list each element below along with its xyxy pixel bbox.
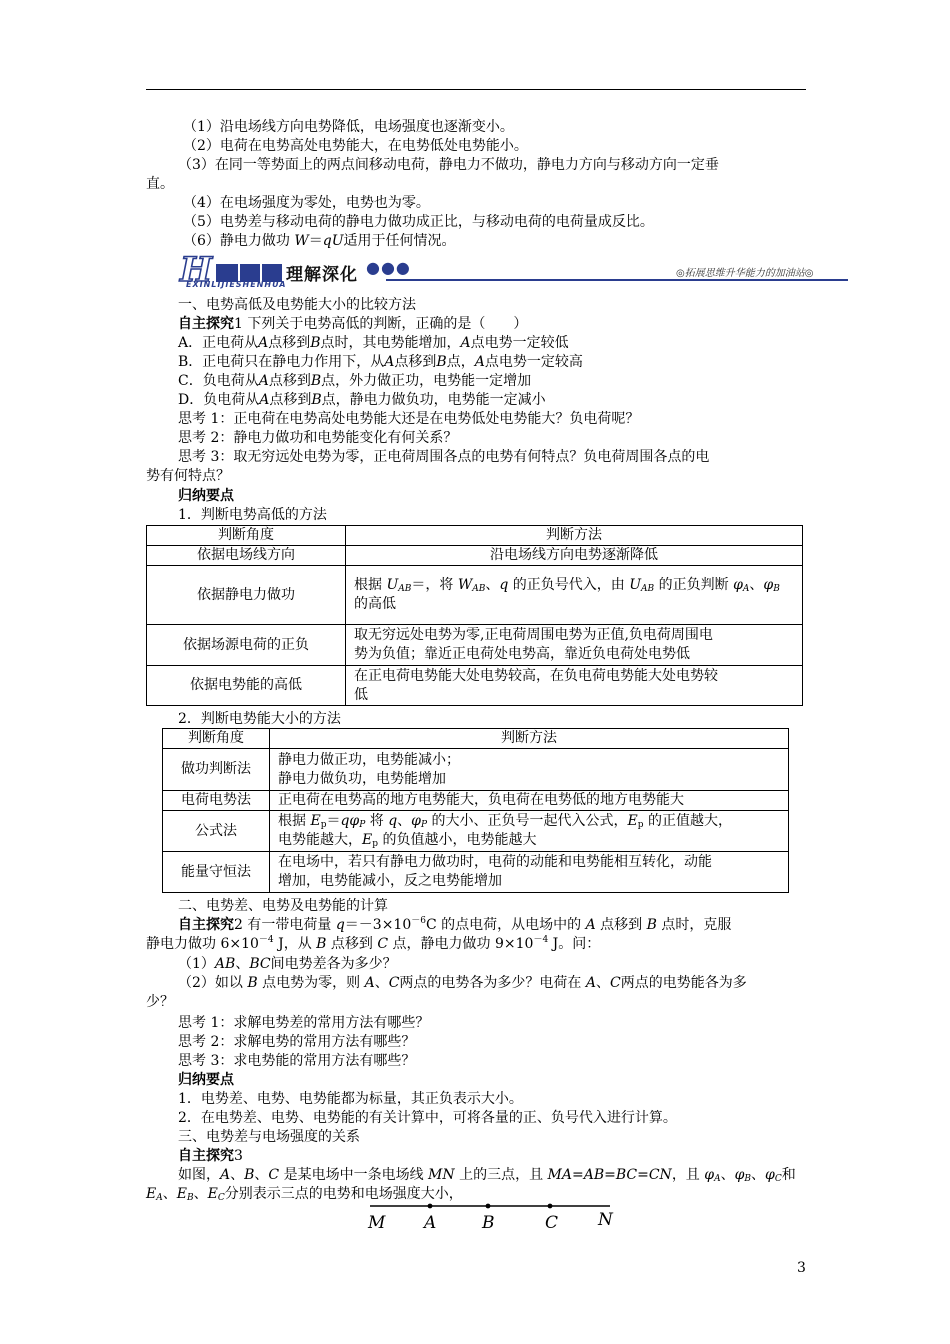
banner-dots: ●●● xyxy=(366,258,411,277)
question-2-part-2: （2）如以 B 点电势为零，则 A、C两点的电势各为多少？电荷在 A、C两点的电势能各为多 xyxy=(178,975,747,991)
think-2-2: 思考 2：求解电势的常用方法有哪些？ xyxy=(178,1034,416,1050)
table1-cell: 在正电荷电势能大处电势较高，在负电荷电势能大处电势较 低 xyxy=(346,666,803,706)
table2-cell: 公式法 xyxy=(163,811,270,852)
banner-letter: H xyxy=(180,251,213,285)
table2-cell: 静电力做正功，电势能减小； 静电力做负功，电势能增加 xyxy=(270,749,789,791)
option-a: A．正电荷从A点移到B点时，其电势能增加，A点电势一定较低 xyxy=(178,335,569,351)
list-item-6: （6）静电力做功 W＝qU适用于任何情况。 xyxy=(183,233,456,249)
table-row xyxy=(163,791,789,811)
table2-cell: 在电场中，若只有静电力做功时，电荷的动能和电势能相互转化，动能 增加，电势能减小，反之电势能增加 xyxy=(270,852,789,893)
table-row xyxy=(147,526,803,546)
question-2-line-2: 静电力做功 $6\times 10^{-4}$ J，从 B 点移到 C 点，静电力做功 $9\times 10^{-4}$ J。问： xyxy=(146,935,601,952)
label-c: C xyxy=(545,1213,559,1233)
label-m: M xyxy=(368,1213,386,1233)
question-2-part-1: （1）AB、BC间电势差各为多少？ xyxy=(178,956,397,972)
key-points-2-item-2: 2．在电势差、电势、电势能的有关计算中，可将各量的正、负号代入进行计算。 xyxy=(178,1110,677,1126)
section-3-title: 三、电势差与电场强度的关系 xyxy=(178,1129,360,1145)
think-2-3: 思考 3：求电势能的常用方法有哪些？ xyxy=(178,1053,416,1069)
list-item-3: （3）在同一等势面上的两点间移动电荷，静电力不做功，静电力方向与移动方向一定垂 xyxy=(178,157,719,173)
think-1-1: 思考 1：正电荷在电势高处电势能大还是在电势低处电势能大？负电荷呢？ xyxy=(178,411,640,427)
table1-head-1: 判断角度 xyxy=(147,526,346,546)
table2-cell: 根据 $E_p=q\varphi_P$ 将 q、$\varphi_P$ 的大小、正负号一起代入公式，$E_p$ 的正值越大， 电势能越大，$E_p$ 的负值越小，电势能越大 xyxy=(270,811,789,852)
field-line-figure xyxy=(360,1195,630,1233)
table-row xyxy=(147,666,803,706)
table1-cell: 依据静电力做功 xyxy=(147,566,346,625)
table2-cell: 能量守恒法 xyxy=(163,852,270,893)
table-row xyxy=(163,852,789,893)
list-item-3-cont: 直。 xyxy=(146,176,174,192)
table2-cell: 正电荷在电势高的地方电势能大，负电荷在电势低的地方电势能大 xyxy=(270,791,789,811)
question-3-line-1: 如图，A、B、C 是某电场中一条电场线 MN 上的三点，且 MA=AB=BC=CN，且 $\varphi_A$、$\varphi_B$、$\varphi_C$和 xyxy=(178,1167,796,1184)
option-c: C．负电荷从A点移到B点，外力做正功，电势能一定增加 xyxy=(178,373,532,389)
table1-cell: 根据 $U_{AB}=$，将 $W_{AB}$、q 的正负号代入，由 $U_{AB}$ 的正负判断 $\varphi_A$、$\varphi_B$ 的高低 xyxy=(346,566,803,625)
table2-cell: 电荷电势法 xyxy=(163,791,270,811)
think-1-3: 思考 3：取无穷远处电势为零，正电荷周围各点的电势有何特点？负电荷周围各点的电 xyxy=(178,449,710,465)
table2-head-1: 判断角度 xyxy=(163,729,270,749)
key-points-2-item-1: 1．电势差、电势、电势能都为标量，其正负表示大小。 xyxy=(178,1091,523,1107)
banner-title: 理解深化 xyxy=(286,265,358,285)
label-n: N xyxy=(598,1210,613,1230)
table-energy xyxy=(162,728,789,893)
key-points-1: 归纳要点 xyxy=(178,488,234,504)
question-3-line-2: $E_A$、$E_B$、$E_C$分别表示三点的电势和电场强度大小， xyxy=(146,1186,463,1203)
table1-cell: 依据电场线方向 xyxy=(147,546,346,566)
table1-cell: 依据场源电荷的正负 xyxy=(147,625,346,666)
question-2-line-1: 自主探究2 有一带电荷量 $q=-3\times 10^{-6}C$ 的点电荷，从电场中的 A 点移到 B 点时，克服 xyxy=(178,916,732,933)
table1-cell: 依据电势能的高低 xyxy=(147,666,346,706)
section-1-title: 一、电势高低及电势能大小的比较方法 xyxy=(178,297,416,313)
think-1-2: 思考 2：静电力做功和电势能变化有何关系？ xyxy=(178,430,458,446)
table-row xyxy=(163,749,789,791)
key-points-1-item-2: 2．判断电势能大小的方法 xyxy=(178,711,341,727)
label-a: A xyxy=(424,1213,437,1233)
table-row xyxy=(147,625,803,666)
question-3: 自主探究3 xyxy=(178,1148,243,1164)
table-potential xyxy=(146,525,803,706)
table2-cell: 做功判断法 xyxy=(163,749,270,791)
banner-subtitle: EXINLIJIESHENHUA xyxy=(186,280,287,289)
section-banner xyxy=(176,251,848,291)
table-row xyxy=(147,546,803,566)
question-2-part-2-cont: 少？ xyxy=(146,994,174,1010)
list-item-5: （5）电势差与移动电荷的静电力做功成正比，与移动电荷的电荷量成反比。 xyxy=(183,214,654,230)
option-d: D．负电荷从A点移到B点，静电力做负功，电势能一定减小 xyxy=(178,392,546,408)
table1-cell: 沿电场线方向电势逐渐降低 xyxy=(346,546,803,566)
list-item-4: （4）在电场强度为零处，电势也为零。 xyxy=(183,195,430,211)
page-number: 3 xyxy=(797,1260,806,1276)
header-rule xyxy=(146,89,806,90)
label-b: B xyxy=(482,1213,495,1233)
table-row xyxy=(163,811,789,852)
point-a-dot xyxy=(428,1204,433,1209)
question-1: 自主探究1 下列关于电势高低的判断，正确的是（ ） xyxy=(178,316,528,332)
banner-rule xyxy=(386,279,848,281)
key-points-2: 归纳要点 xyxy=(178,1072,234,1088)
table1-head-2: 判断方法 xyxy=(346,526,803,546)
table2-head-2: 判断方法 xyxy=(270,729,789,749)
point-c-dot xyxy=(548,1204,553,1209)
section-2-title: 二、电势差、电势及电势能的计算 xyxy=(178,898,388,914)
key-points-1-item: 1．判断电势高低的方法 xyxy=(178,507,327,523)
table1-cell: 取无穷远处电势为零,正电荷周围电势为正值,负电荷周围电 势为负值；靠近正电荷处电势高，靠近负电荷处电势低 xyxy=(346,625,803,666)
list-item-2: （2）电荷在电势高处电势能大，在电势低处电势能小。 xyxy=(183,138,528,154)
think-2-1: 思考 1：求解电势差的常用方法有哪些？ xyxy=(178,1015,430,1031)
table-row xyxy=(147,566,803,625)
option-b: B．正电荷只在静电力作用下，从A点移到B点，A点电势一定较高 xyxy=(178,354,583,370)
think-1-3-cont: 势有何特点？ xyxy=(146,468,230,484)
banner-slogan: ◎拓展思维升华能力的加油站◎ xyxy=(676,268,814,279)
point-b-dot xyxy=(486,1204,491,1209)
list-item-1: （1）沿电场线方向电势降低，电场强度也逐渐变小。 xyxy=(183,119,514,135)
table-row xyxy=(163,729,789,749)
